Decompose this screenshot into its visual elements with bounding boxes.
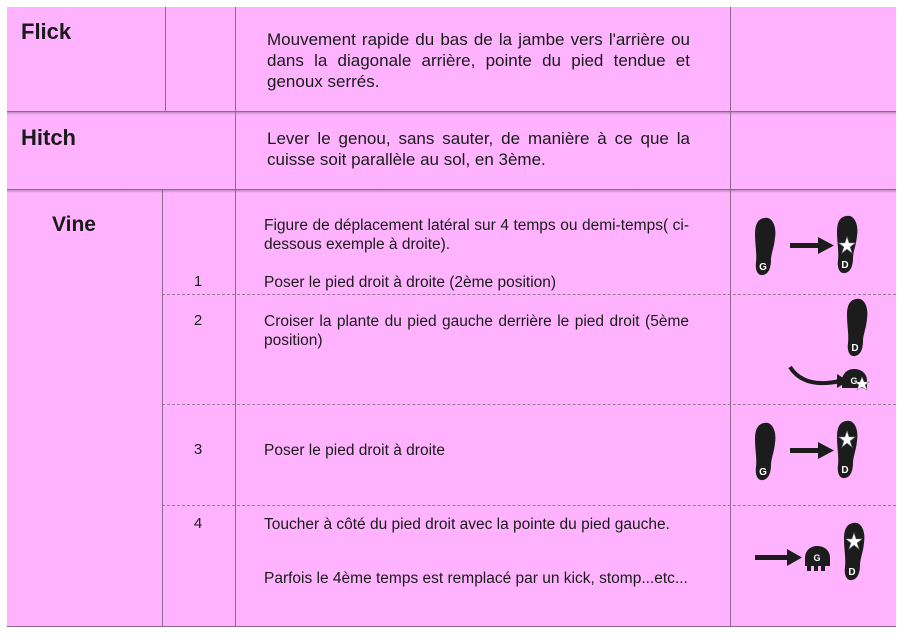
step-number: 1: [193, 273, 203, 290]
step-text: Poser le pied droit à droite: [264, 442, 445, 459]
svg-text:D: D: [848, 567, 856, 578]
right-foot-icon: [847, 299, 867, 356]
row-shadow: [7, 112, 896, 115]
curved-arrow-icon: [790, 367, 848, 388]
table-bottom-border: [7, 626, 896, 627]
step-number: 3: [193, 441, 203, 458]
arrow-right-icon: [755, 549, 802, 566]
step-text: Poser le pied droit à droite (2ème position): [264, 274, 557, 291]
svg-text:G: G: [850, 376, 858, 386]
step-3-foot-diagram: [742, 417, 872, 485]
row-shadow: [7, 190, 896, 193]
dance-steps-table: [7, 7, 896, 627]
column-divider: [730, 7, 731, 627]
arrow-right-icon: [790, 442, 834, 459]
step-number: 4: [193, 515, 203, 532]
left-foot-icon: [755, 218, 775, 275]
term-vine: Vine: [52, 213, 96, 236]
description-hitch: Lever le genou, sans sauter, de manière à ce que la cuisse soit parallèle au sol, en 3ème.: [267, 129, 690, 169]
svg-text:D: D: [841, 465, 849, 476]
column-divider: [235, 7, 236, 627]
term-flick: Flick: [21, 19, 72, 44]
arrow-right-icon: [790, 237, 834, 254]
left-foot-ball-icon: [842, 369, 869, 390]
column-divider: [162, 189, 163, 627]
svg-text:G: G: [813, 553, 821, 563]
svg-text:G: G: [759, 467, 767, 478]
column-divider: [165, 7, 166, 111]
left-foot-icon: [755, 423, 775, 480]
svg-text:D: D: [851, 343, 859, 354]
term-hitch: Hitch: [21, 125, 76, 150]
step-divider: [162, 404, 896, 405]
right-foot-icon: [837, 421, 857, 478]
step-4-foot-diagram: [747, 519, 877, 589]
left-foot-ball-icon: [805, 546, 830, 571]
step-divider: [162, 505, 896, 506]
vine-intro: Figure de déplacement latéral sur 4 temps ou demi-temps( ci-dessous exemple à droite).: [264, 217, 689, 253]
step-number: 2: [193, 312, 203, 329]
step-note: Parfois le 4ème temps est remplacé par un kick, stomp...etc...: [264, 570, 688, 587]
right-foot-icon: [837, 216, 857, 273]
step-text: Toucher à côté du pied droit avec la pointe du pied gauche.: [264, 516, 670, 533]
step-2-foot-diagram: [782, 295, 882, 393]
description-flick: Mouvement rapide du bas de la jambe vers l'arrière ou dans la diagonale arrière, pointe du pied tendue et genoux serrés.: [267, 30, 690, 91]
step-1-foot-diagram: [742, 212, 872, 280]
svg-text:G: G: [759, 262, 767, 273]
svg-text:D: D: [841, 260, 849, 271]
right-foot-icon: [844, 523, 864, 580]
step-text: Croiser la plante du pied gauche derrière le pied droit (5ème position): [264, 313, 689, 349]
